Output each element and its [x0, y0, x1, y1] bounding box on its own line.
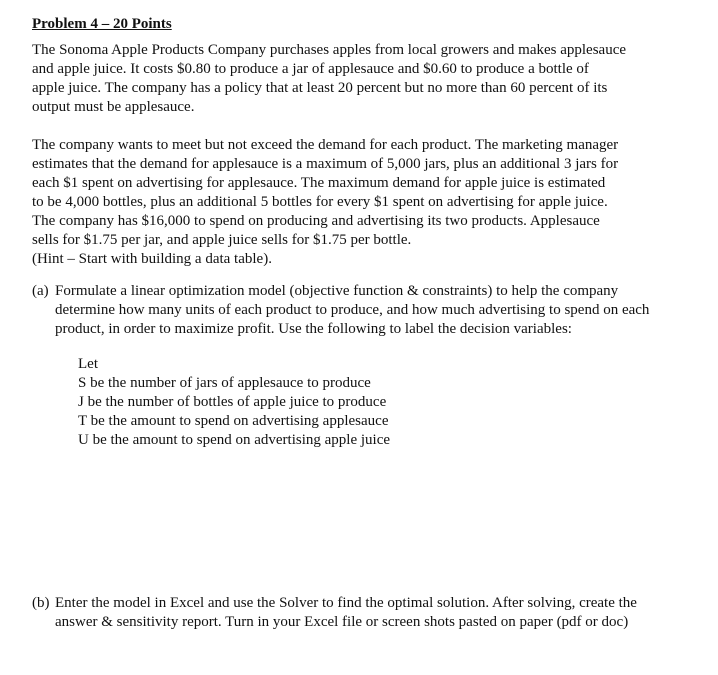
demand-paragraph [32, 136, 618, 269]
intro-paragraph [32, 41, 626, 117]
demand-line: The company wants to meet but not exceed the demand for each product. The marketing manager [32, 137, 619, 153]
intro-line: The Sonoma Apple Products Company purchases apples from local growers and makes applesauce [32, 42, 627, 58]
demand-line: each $1 spent on advertising for applesauce. The maximum demand for apple juice is estimated [32, 175, 606, 191]
variables-let: Let [78, 356, 98, 372]
part-a-line: Formulate a linear optimization model (objective function & constraints) to help the company [55, 283, 619, 299]
demand-line: The company has $16,000 to spend on producing and advertising its two products. Applesauce [32, 213, 600, 229]
intro-line: and apple juice. It costs $0.80 to produce a jar of applesauce and $0.60 to produce a bottle of [32, 61, 589, 77]
demand-line: sells for $1.75 per jar, and apple juice sells for $1.75 per bottle. [32, 232, 412, 248]
part-a-marker: (a) [32, 283, 49, 299]
part-b-marker: (b) [32, 595, 50, 611]
part-b-text [55, 594, 637, 632]
part-a-text [55, 282, 649, 339]
variable-j: J be the number of bottles of apple juice to produce [78, 394, 387, 410]
demand-line: estimates that the demand for applesauce is a maximum of 5,000 jars, plus an additional 3 jars for [32, 156, 619, 172]
hint-line: (Hint – Start with building a data table). [32, 251, 272, 267]
variable-s: S be the number of jars of applesauce to produce [78, 375, 371, 391]
demand-line: to be 4,000 bottles, plus an additional 5 bottles for every $1 spent on advertising for apple juice. [32, 194, 608, 210]
intro-line: apple juice. The company has a policy that at least 20 percent but no more than 60 percent of its [32, 80, 608, 96]
intro-line: output must be applesauce. [32, 99, 195, 115]
part-a-line: product, in order to maximize profit. Use the following to label the decision variables: [55, 321, 572, 337]
part-b-line: Enter the model in Excel and use the Solver to find the optimal solution. After solving, create the [55, 595, 637, 611]
part-b-line: answer & sensitivity report. Turn in your Excel file or screen shots pasted on paper (pdf or doc) [55, 614, 629, 630]
decision-variables [78, 355, 390, 450]
variable-u: U be the amount to spend on advertising apple juice [78, 432, 391, 448]
problem-title: Problem 4 – 20 Points [32, 16, 172, 32]
variable-t: T be the amount to spend on advertising applesauce [78, 413, 389, 429]
part-a-line: determine how many units of each product to produce, and how much advertising to spend on each [55, 302, 650, 318]
